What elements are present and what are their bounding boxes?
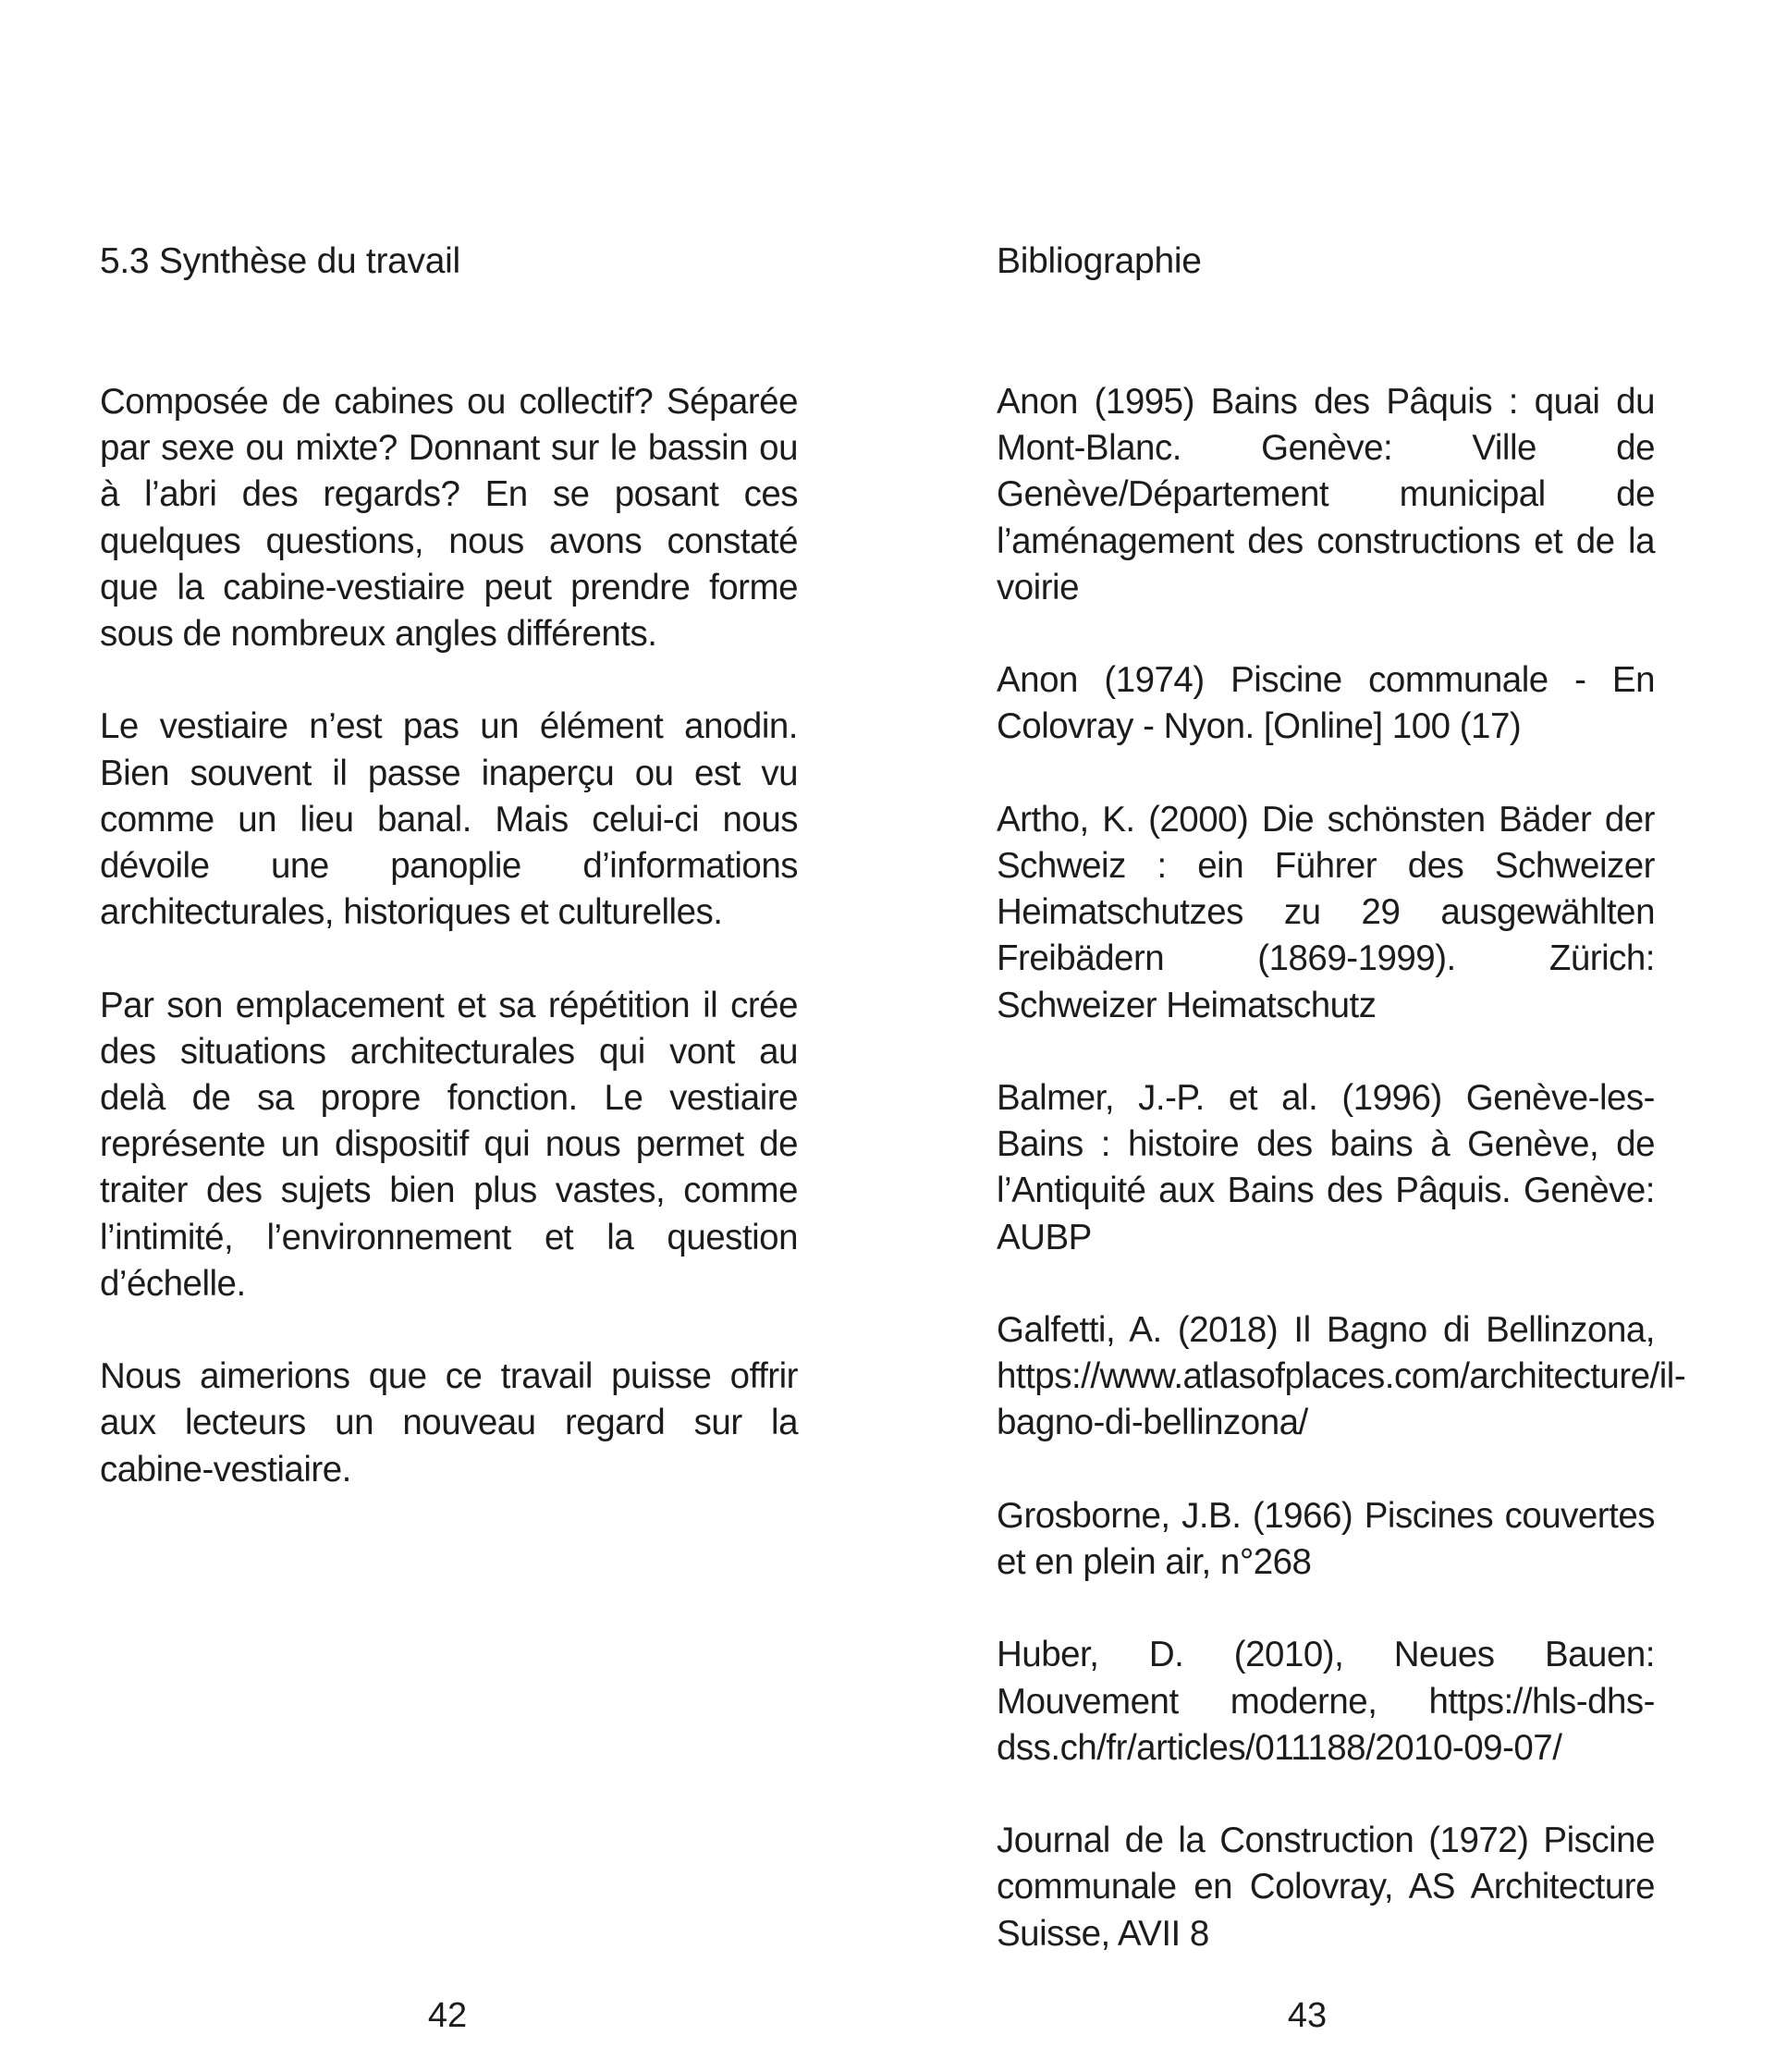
synthese-paragraph: Le vestiaire n’est pas un élément anodin. Bien souvent il passe inaperçu ou est vu comme un lieu banal. Mais celui-ci nous dévoile une panoplie d’informations architecturales, historiques et culturelles. — [100, 706, 798, 933]
bibliography-entry: Anon (1974) Piscine communale - En Colovray - Nyon. [Online] 100 (17) — [997, 660, 1655, 747]
page-number-right: 43 — [1287, 1996, 1328, 2035]
bibliography-entry: Journal de la Construction (1972) Piscine communale en Colovray, AS Architecture Suisse, AVII 8 — [997, 1821, 1655, 1954]
synthese-paragraph: Nous aimerions que ce travail puisse offrir aux lecteurs un nouveau regard sur la cabine-vestiaire. — [100, 1356, 798, 1490]
section-title-bibliographie: Bibliographie — [997, 241, 1202, 281]
bibliography-entry: Artho, K. (2000) Die schönsten Bäder der Schweiz : ein Führer des Schweizer Heimatschutzes zu 29 ausgewählten Freibädern (1869-1999). Zürich: Schweizer Heimatschutz — [997, 799, 1655, 1025]
synthese-paragraph: Par son emplacement et sa répétition il crée des situations architecturales qui vont au delà de sa propre fonction. Le vestiaire représente un dispositif qui nous permet de traiter des sujets bien plus vastes, comme l’intimité, l’environnement et la question d’échelle. — [100, 985, 798, 1304]
bibliography-entry: Balmer, J.-P. et al. (1996) Genève-les-Bains : histoire des bains à Genève, de l’Antiquité aux Bains des Pâquis. Genève: AUBP — [997, 1078, 1655, 1257]
bibliography-entry: Anon (1995) Bains des Pâquis : quai du Mont-Blanc. Genève: Ville de Genève/Département municipal de l’aménagement des constructions et de la voirie — [997, 382, 1655, 607]
page-number-left: 42 — [427, 1996, 468, 2035]
bibliography-list — [997, 379, 1686, 2004]
bibliography-entry: Grosborne, J.B. (1966) Piscines couvertes et en plein air, n°268 — [997, 1495, 1655, 1582]
bibliography-entry: Huber, D. (2010), Neues Bauen: Mouvement moderne, https://hls-dhs-dss.ch/fr/articles/011188/2010-09-07/ — [997, 1635, 1655, 1768]
synthese-paragraph: Composée de cabines ou collectif? Séparée par sexe ou mixte? Donnant sur le bassin ou à l’abri des regards? En se posant ces quelques questions, nous avons constaté que la cabine-vestiaire peut prendre forme sous de nombreux angles différents. — [100, 382, 798, 655]
right-page — [888, 0, 1775, 2072]
synthese-text-column — [100, 379, 798, 1539]
section-title-synthese: 5.3 Synthèse du travail — [100, 241, 460, 281]
bibliography-entry: Galfetti, A. (2018) Il Bagno di Bellinzona, https://www.atlasofplaces.com/architecture/il-bagno-di-bellinzona/ — [997, 1310, 1686, 1443]
